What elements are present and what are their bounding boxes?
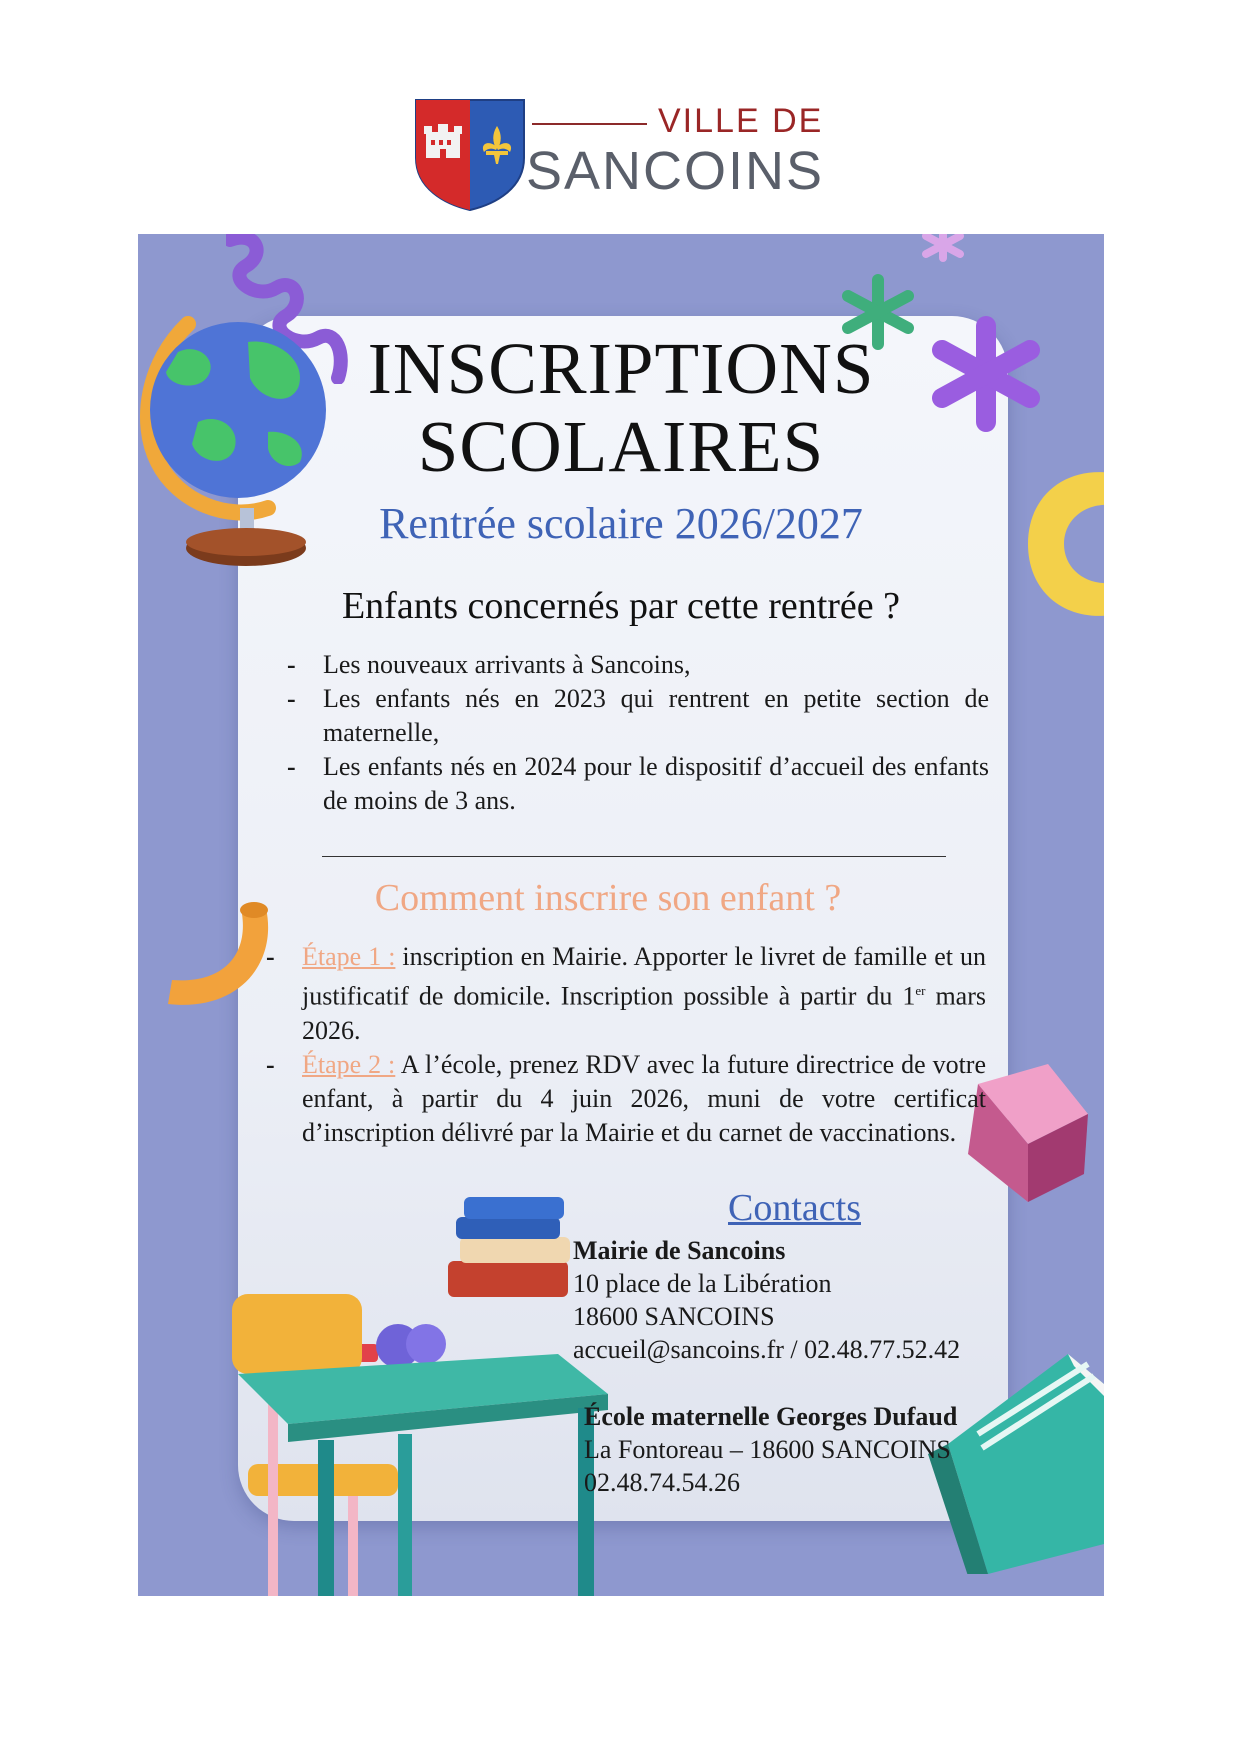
school-year-subtitle: Rentrée scolaire 2026/2027 (379, 499, 863, 548)
list-item: - Les nouveaux arrivants à Sancoins, (323, 648, 989, 682)
list-item: - Les enfants nés en 2024 pour le dispositif d’accueil des enfants de moins de 3 ans. (323, 750, 989, 818)
logo-sancoins: SANCOINS (526, 141, 825, 201)
steps-list (302, 940, 986, 1150)
mairie-email-phone: accueil@sancoins.fr / 02.48.77.52.42 (573, 1335, 961, 1364)
step-text: A l’école, prenez RDV avec la future directrice de votre enfant, à partir du 4 juin 2026, muni de votre certificat d’inscription délivré par la Mairie et du carnet de vaccinations. (302, 1049, 986, 1147)
city-crest-icon (412, 96, 528, 212)
step-item (302, 940, 986, 1048)
ecole-contact-block (584, 1400, 957, 1499)
ville-de-sancoins-logo (412, 96, 825, 212)
pink-star-icon (918, 234, 968, 264)
list-item: - Les enfants nés en 2023 qui rentrent en petite section de maternelle, (323, 682, 989, 750)
logo-divider (532, 123, 647, 125)
mairie-name: Mairie de Sancoins (573, 1236, 786, 1265)
step-label: Étape 2 : (302, 1049, 396, 1079)
concerned-heading: Enfants concernés par cette rentrée ? (341, 585, 901, 627)
step-text-end: mars 2026. (302, 981, 986, 1045)
step-sup: er (915, 983, 926, 998)
mairie-address-line-2: 18600 SANCOINS (573, 1302, 775, 1331)
ecole-address: La Fontoreau – 18600 SANCOINS (584, 1435, 951, 1464)
step-text: inscription en Mairie. Apporter le livret de famille et un justificatif de domicile. Inscription possible à partir du 1 (302, 942, 986, 1011)
mairie-contact-block (573, 1234, 960, 1366)
concerned-list (323, 648, 989, 818)
section-divider (322, 856, 946, 857)
page-title (138, 330, 1104, 486)
school-desk-icon (198, 1284, 618, 1596)
title-line-1: INSCRIPTIONS (367, 328, 875, 409)
step-label: Étape 1 : (302, 942, 396, 971)
title-line-2: SCOLAIRES (417, 406, 825, 487)
mairie-address-line-1: 10 place de la Libération (573, 1269, 832, 1298)
ecole-phone: 02.48.74.54.26 (584, 1468, 740, 1497)
logo-ville-de: VILLE DE (658, 102, 824, 140)
contacts-heading: Contacts (728, 1187, 861, 1229)
step-item (302, 1048, 986, 1150)
ecole-name: École maternelle Georges Dufaud (584, 1402, 958, 1431)
how-to-register-heading: Comment inscrire son enfant ? (374, 877, 842, 919)
